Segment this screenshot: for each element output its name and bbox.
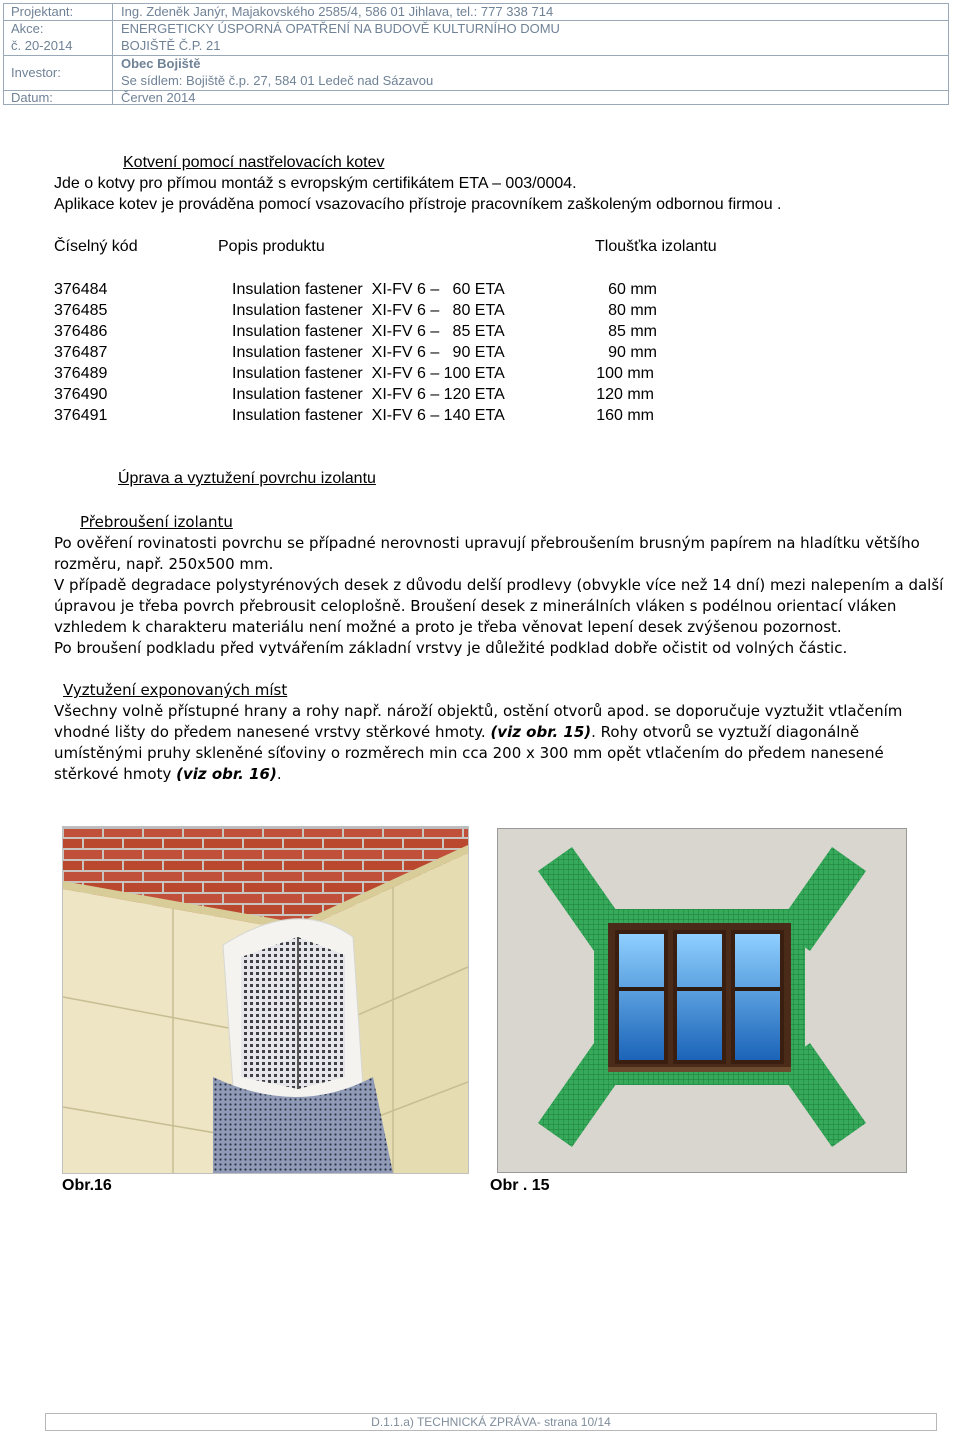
akce-line2: BOJIŠTĚ Č.P. 21 bbox=[121, 38, 221, 53]
sanding-p2-line3: vzhledem k charakteru materiálu není možné a proto je třeba věnovat lepení desek zvýšenou pozornost. bbox=[54, 618, 842, 636]
akce-line1: ENERGETICKY ÚSPORNÁ OPATŘENÍ NA BUDOVĚ KULTURNÍHO DOMU bbox=[121, 21, 560, 36]
row-desc: Insulation fastener XI-FV 6 – 80 ETA bbox=[232, 302, 505, 319]
header-row-akce bbox=[4, 21, 948, 56]
sanding-p2-line2: úpravou je třeba povrch přebrousit celoplošně. Broušení desek z minerálních vláken s podélnou orientací vláken bbox=[54, 597, 897, 615]
col-header-code: Číselný kód bbox=[54, 238, 138, 255]
reinforcement-heading: Vyztužení exponovaných míst bbox=[63, 681, 288, 699]
figure-ref-16: (viz obr. 16) bbox=[176, 765, 277, 783]
footer-text: D.1.1.a) TECHNICKÁ ZPRÁVA- strana 10/14 bbox=[371, 1415, 611, 1429]
row-desc: Insulation fastener XI-FV 6 – 100 ETA bbox=[232, 365, 505, 382]
investor-label: Investor: bbox=[11, 65, 61, 80]
datum-value: Červen 2014 bbox=[121, 90, 196, 105]
row-code: 376491 bbox=[54, 407, 108, 424]
window-reinforcement-illustration bbox=[497, 828, 907, 1173]
row-code: 376485 bbox=[54, 302, 108, 319]
row-thickness: 120 mm bbox=[596, 386, 654, 403]
sanding-p2-line1: V případě degradace polystyrénových desek z důvodu delší prodlevy (obvykle více než 14 dní) mezi nalepením a další bbox=[54, 576, 944, 594]
row-desc: Insulation fastener XI-FV 6 – 140 ETA bbox=[232, 407, 505, 424]
sanding-p1-line2: rozměru, např. 250x500 mm. bbox=[54, 555, 274, 573]
reinforcement-line3: umístěnými pruhy skleněné síťoviny o rozměrech min cca 200 x 300 mm opět vtlačením do předem nanesené bbox=[54, 744, 884, 762]
reinforcement-line2 bbox=[54, 723, 859, 741]
col-header-thickness: Tloušťka izolantu bbox=[595, 238, 717, 255]
reinforcement-line4-tail: . bbox=[276, 765, 282, 783]
row-desc: Insulation fastener XI-FV 6 – 60 ETA bbox=[232, 281, 505, 298]
row-desc: Insulation fastener XI-FV 6 – 120 ETA bbox=[232, 386, 505, 403]
row-thickness: 100 mm bbox=[596, 365, 654, 382]
row-thickness: 85 mm bbox=[608, 323, 657, 340]
page-footer bbox=[45, 1413, 937, 1431]
row-code: 376490 bbox=[54, 386, 108, 403]
sanding-p3: Po broušení podkladu před vytvářením základní vrstvy je důležité podklad dobře očistit od volných částic. bbox=[54, 639, 848, 657]
akce-label: Akce: bbox=[11, 21, 44, 36]
row-code: 376484 bbox=[54, 281, 108, 298]
col-header-desc: Popis produktu bbox=[218, 238, 325, 255]
reinforcement-line1: Všechny volně přístupné hrany a rohy např. nároží objektů, ostění otvorů apod. se doporučuje vyztužit vtlačením bbox=[54, 702, 903, 720]
investor-name: Obec Bojiště bbox=[121, 56, 201, 71]
row-code: 376487 bbox=[54, 344, 108, 361]
anchoring-heading: Kotvení pomocí nastřelovacích kotev bbox=[123, 154, 385, 171]
row-code: 376489 bbox=[54, 365, 108, 382]
figure-caption-16: Obr.16 bbox=[62, 1177, 112, 1194]
header-row-investor bbox=[4, 56, 948, 91]
reinforcement-line2-text: vhodné lišty do předem nanesené vrstvy stěrkové hmoty. bbox=[54, 723, 486, 741]
corner-illustration-svg bbox=[63, 827, 468, 1173]
row-code: 376486 bbox=[54, 323, 108, 340]
document-header bbox=[3, 3, 949, 105]
window-illustration-svg bbox=[498, 829, 906, 1172]
row-thickness: 80 mm bbox=[608, 302, 657, 319]
datum-label: Datum: bbox=[11, 90, 53, 105]
reinforcement-line4-text: stěrkové hmoty bbox=[54, 765, 172, 783]
sanding-p1-line1: Po ověření rovinatosti povrchu se případné nerovnosti upravují přebroušením brusným papírem na hladítku většího bbox=[54, 534, 920, 552]
cislo-label: č. 20-2014 bbox=[11, 38, 73, 53]
figure-caption-15: Obr . 15 bbox=[490, 1177, 550, 1194]
corner-reinforcement-illustration bbox=[62, 826, 469, 1174]
sanding-heading: Přebroušení izolantu bbox=[80, 513, 233, 531]
row-desc: Insulation fastener XI-FV 6 – 90 ETA bbox=[232, 344, 505, 361]
header-row-projektant bbox=[4, 4, 948, 21]
anchoring-line2: Aplikace kotev je prováděna pomocí vsazovacího přístroje pracovníkem zaškoleným odbornou firmou . bbox=[54, 196, 782, 213]
row-thickness: 160 mm bbox=[596, 407, 654, 424]
investor-address: Se sídlem: Bojiště č.p. 27, 584 01 Ledeč nad Sázavou bbox=[121, 73, 434, 88]
projektant-value: Ing. Zdeněk Janýr, Majakovského 2585/4, 586 01 Jihlava, tel.: 777 338 714 bbox=[121, 4, 554, 19]
row-desc: Insulation fastener XI-FV 6 – 85 ETA bbox=[232, 323, 505, 340]
row-thickness: 60 mm bbox=[608, 281, 657, 298]
projektant-label: Projektant: bbox=[11, 4, 74, 19]
figure-ref-15: (viz obr. 15) bbox=[490, 723, 592, 741]
header-row-datum bbox=[4, 91, 948, 104]
surface-heading: Úprava a vyztužení povrchu izolantu bbox=[118, 470, 376, 487]
row-thickness: 90 mm bbox=[608, 344, 657, 361]
reinforcement-line2-tail: . Rohy otvorů se vyztuží diagonálně bbox=[591, 723, 860, 741]
anchoring-line1: Jde o kotvy pro přímou montáž s evropským certifikátem ETA – 003/0004. bbox=[54, 175, 577, 192]
reinforcement-line4 bbox=[54, 765, 282, 783]
